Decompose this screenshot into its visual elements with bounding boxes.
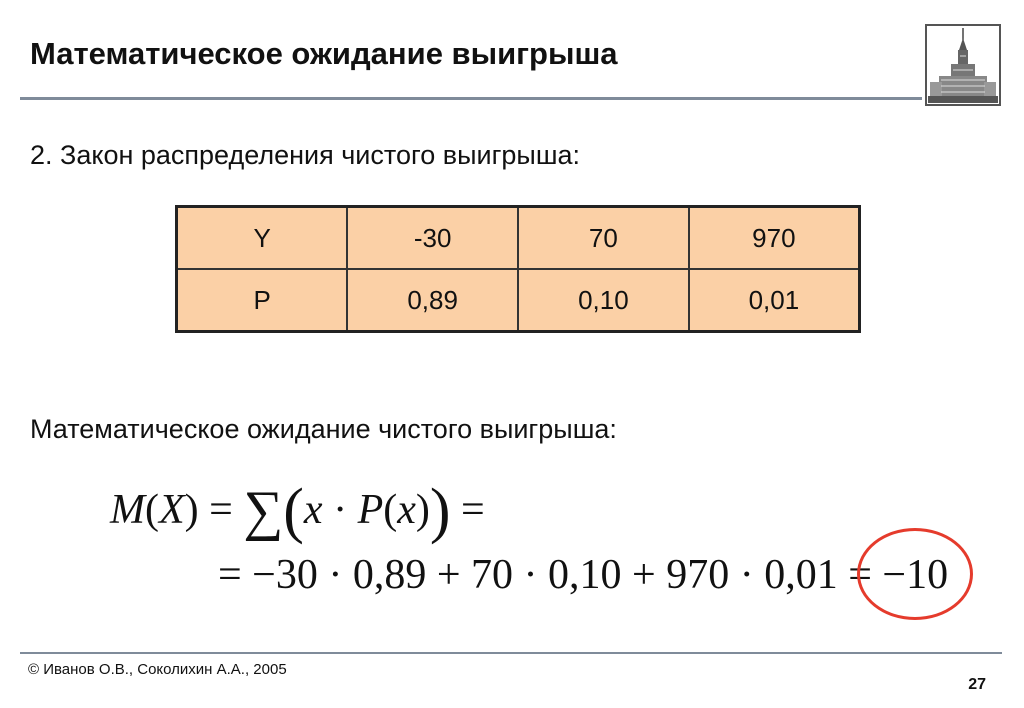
distribution-table xyxy=(175,205,861,333)
table-cell: 70 xyxy=(518,207,689,270)
formula-symbol: · xyxy=(333,487,348,533)
formula-line-2 xyxy=(218,551,948,599)
copyright-footer: © Иванов О.В., Соколихин А.А., 2005 xyxy=(28,661,287,678)
distribution-law-heading: 2. Закон распределения чистого выигрыша: xyxy=(30,140,581,170)
result-highlight-circle xyxy=(857,528,973,620)
formula-symbol: M xyxy=(110,487,145,533)
page-number: 27 xyxy=(968,676,986,693)
formula-symbol: = xyxy=(461,487,485,533)
slide-title: Математическое ожидание выигрыша xyxy=(30,36,618,71)
formula-line-1: M(X) = ∑(x · P(x)) = xyxy=(110,477,485,545)
sum-symbol: ∑ xyxy=(243,480,284,542)
table-cell: -30 xyxy=(347,207,518,270)
title-divider xyxy=(20,97,922,100)
table-cell: 0,10 xyxy=(518,269,689,332)
table-row xyxy=(177,207,860,270)
formula-symbol: P xyxy=(357,487,384,533)
table-cell: 970 xyxy=(689,207,860,270)
table-cell: P xyxy=(177,269,348,332)
table-cell: Y xyxy=(177,207,348,270)
university-building-logo xyxy=(925,24,1001,106)
formula-expression: = −30 · 0,89 + 70 · 0,10 + 970 · 0,01 = xyxy=(218,552,872,598)
footer-divider xyxy=(20,652,1002,654)
table-row xyxy=(177,269,860,332)
formula-symbol: x xyxy=(397,487,416,533)
formula-symbol: X xyxy=(159,487,185,533)
formula-result: −10 xyxy=(882,552,949,598)
formula-symbol: x xyxy=(303,487,323,533)
formula-symbol: = xyxy=(209,487,233,533)
expected-value-heading: Математическое ожидание чистого выигрыша: xyxy=(30,414,617,444)
table-cell: 0,89 xyxy=(347,269,518,332)
table-cell: 0,01 xyxy=(689,269,860,332)
